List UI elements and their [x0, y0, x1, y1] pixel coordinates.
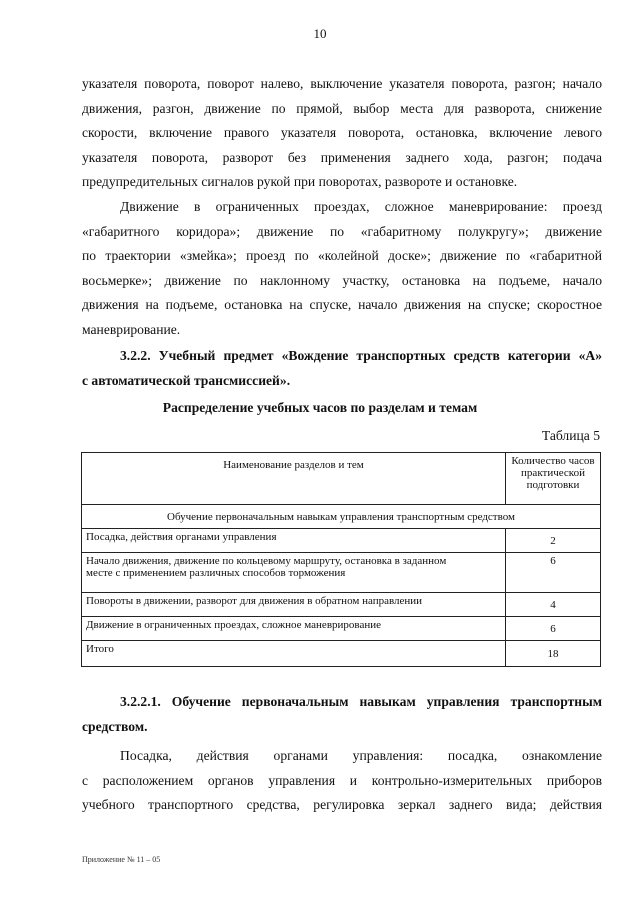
header-hours-line: подготовки — [526, 479, 580, 491]
paragraph-line: восьмерке»; движение по наклонному участку, остановка на подъеме, начало — [82, 272, 602, 288]
paragraph-line: с расположением органов управления и контрольно-измерительных приборов — [82, 772, 602, 788]
topic-cell: Посадка, действия органами управления — [82, 529, 506, 553]
paragraph-restricted-driving — [82, 195, 602, 343]
hours-cell: 6 — [506, 617, 601, 641]
topic-cell: Движение в ограниченных проездах, сложное маневрирование — [82, 617, 506, 641]
total-label: Итого — [82, 641, 506, 667]
topic-line: Начало движения, движение по кольцевому маршруту, остановка в заданном — [86, 555, 447, 567]
table-caption: Распределение учебных часов по разделам и темам — [162, 400, 478, 415]
heading-line: 3.2.2.1. Обучение первоначальным навыкам управления транспортным — [120, 694, 602, 709]
table-row — [82, 529, 601, 553]
header-hours-line: Количество часов — [511, 455, 595, 467]
section-title: Обучение первоначальным навыкам управления транспортным средством — [82, 505, 601, 529]
heading-line: 3.2.2. Учебный предмет «Вождение транспортных средств категории «А» — [120, 348, 602, 363]
paragraph-line: скорости, включение правого указателя поворота, остановка, включение левого — [82, 125, 602, 141]
paragraph-seating — [82, 744, 602, 818]
hours-cell: 6 — [506, 553, 601, 593]
paragraph-line: движения, разгон, движение по прямой, выбор места для разворота, снижение — [82, 100, 602, 116]
hours-cell: 2 — [506, 529, 601, 553]
paragraph-line: предупредительных сигналов рукой при поворотах, развороте и остановке. — [82, 174, 518, 190]
paragraph-line: по траектории «змейка»; проезд по «колейной доске»; движение по «габаритной — [82, 248, 602, 264]
footer-note: Приложение № 11 – 05 — [82, 855, 161, 864]
table-row-total — [82, 641, 601, 667]
heading-line: с автоматической трансмиссией». — [82, 372, 291, 388]
paragraph-maneuvers — [82, 72, 602, 195]
topic-cell: Повороты в движении, разворот для движения в обратном направлении — [82, 593, 506, 617]
topic-cell — [82, 553, 506, 593]
paragraph-line: указателя поворота, разворот без применения заднего хода, разгон; подача — [82, 149, 602, 165]
heading-line: средством. — [82, 718, 148, 734]
paragraph-line: движения на подъеме, остановка на спуске, начало движения на спуске; скоростное — [82, 297, 602, 313]
table-header-row — [82, 453, 601, 505]
paragraph-line: указателя поворота, поворот налево, выключение указателя поворота, разгон; начало — [82, 76, 602, 91]
table-number: Таблица 5 — [541, 428, 600, 443]
hours-table — [81, 452, 601, 667]
paragraph-line: «габаритного коридора»; движение по «габаритному полукругу»; движение — [82, 223, 602, 239]
paragraph-line: маневрирование. — [82, 321, 181, 337]
paragraph-line: Посадка, действия органами управления: посадка, ознакомление — [120, 748, 602, 763]
section-heading-3-2-2 — [82, 344, 602, 393]
section-heading-3-2-2-1 — [82, 690, 602, 739]
total-hours: 18 — [506, 641, 601, 667]
header-hours-line: практической — [521, 467, 585, 479]
paragraph-line: Движение в ограниченных проездах, сложное маневрирование: проезд — [120, 199, 602, 214]
table-row — [82, 553, 601, 593]
paragraph-line: учебного транспортного средства, регулировка зеркал заднего вида; действия — [82, 797, 602, 813]
hours-cell: 4 — [506, 593, 601, 617]
table-row — [82, 617, 601, 641]
header-topics: Наименование разделов и тем — [82, 453, 506, 505]
page-number: 10 — [313, 26, 327, 41]
table-section-row — [82, 505, 601, 529]
table-row — [82, 593, 601, 617]
header-hours — [506, 453, 601, 505]
topic-line: месте с применением различных способов торможения — [86, 567, 346, 579]
